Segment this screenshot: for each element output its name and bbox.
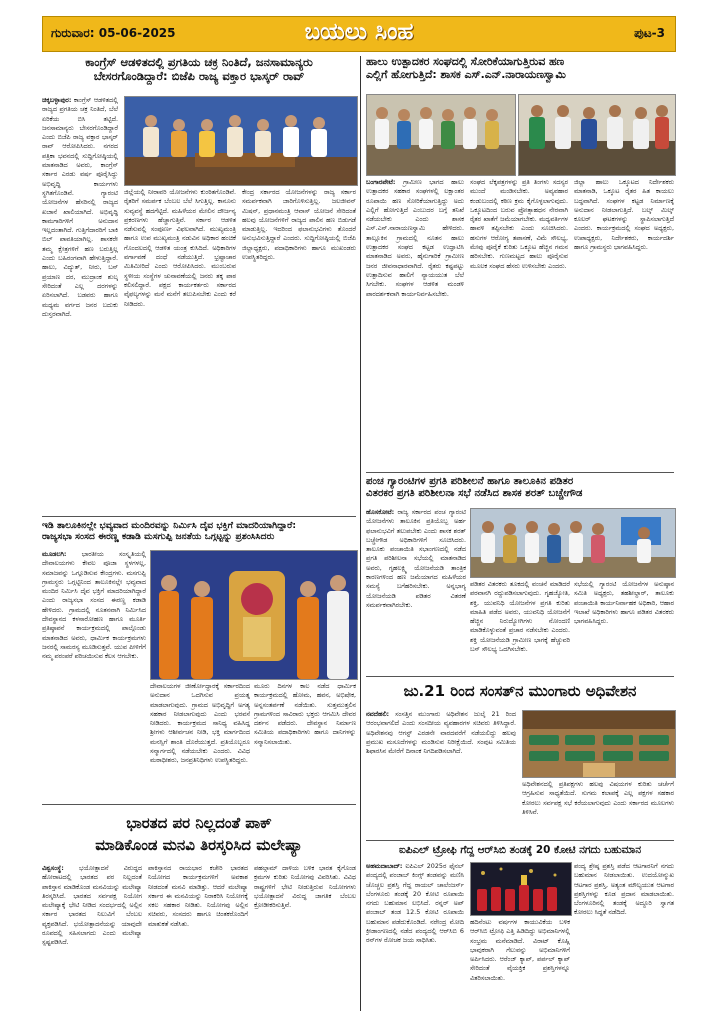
article-7-body-1: ಐಪಿಎಲ್ 2025ರ ಫೈನಲ್ ಪಂದ್ಯದಲ್ಲಿ ಪಂಜಾಬ್ ಕಿಂಗ್ಸ್ ತಂಡವನ್ನು ಮಣಿಸಿ ಚೊಚ್ಚಲ ಪ್ರಶಸ್ತಿ ಗೆದ್ದ ರಾಯಲ್ ಚಾಲೆಂಜರ್ಸ್ ಬೆಂಗಳೂರು ತಂಡಕ್ಕೆ 20 ಕೋಟಿ ರೂಪಾಯಿ ನಗದು ಬಹುಮಾನ ಲಭಿಸಿದೆ. ರನ್ನರ್ ಅಪ್ ಪಂಜಾಬ್ ತಂಡ 12.5 ಕೋಟಿ ರೂಪಾಯಿ ಬಹುಮಾನ ಪಡೆದುಕೊಂಡಿದೆ. ನರೇಂದ್ರ ಮೋದಿ ಕ್ರೀಡಾಂಗಣದಲ್ಲಿ ನಡೆದ ಪಂದ್ಯದಲ್ಲಿ ಆರ್‌ಸಿಬಿ 6 ರನ್‌ಗಳ ರೋಚಕ ಜಯ ಸಾಧಿಸಿತು.	[366, 862, 464, 945]
article-3-col-3	[254, 682, 356, 798]
article-3	[42, 520, 356, 542]
article-1-body-3: ಕೇಂದ್ರ ಸರ್ಕಾರದ ಯೋಜನೆಗಳನ್ನು ರಾಜ್ಯ ಸರ್ಕಾರ ಸಮರ್ಪಕವಾಗಿ ಜಾರಿಗೊಳಿಸುತ್ತಿಲ್ಲ. ಜಲಜೀವನ್ ಮಿಷನ್, ಪ್ರಧಾನಮಂತ್ರಿ ಆವಾಸ್ ಯೋಜನೆ ಸೇರಿದಂತೆ ಹಲವು ಯೋಜನೆಗಳಿಗೆ ರಾಜ್ಯದ ಪಾಲಿನ ಹಣ ಬಿಡುಗಡೆ ಮಾಡುತ್ತಿಲ್ಲ. ಇದರಿಂದ ಫಲಾನುಭವಿಗಳು ತೊಂದರೆ ಅನುಭವಿಸುತ್ತಿದ್ದಾರೆ ಎಂದರು. ಸುದ್ದಿಗೋಷ್ಠಿಯಲ್ಲಿ ಬಿಜೆಪಿ ಜಿಲ್ಲಾಧ್ಯಕ್ಷರು, ಪದಾಧಿಕಾರಿಗಳು ಹಾಗೂ ಮುಖಂಡರು ಉಪಸ್ಥಿತರಿದ್ದರು.	[242, 188, 356, 262]
article-2-photo-a	[366, 94, 516, 176]
article-2	[366, 56, 674, 82]
article-4-col-2	[470, 580, 570, 670]
article-4	[366, 476, 674, 500]
temple-idol-photo-icon	[151, 551, 357, 679]
article-2-headline-1: ಹಾಲು ಉತ್ಪಾದಕರ ಸಂಘದಲ್ಲಿ ಸೋರಿಕೆಯಾಗುತ್ತಿರುವ ಹಣ	[366, 55, 565, 68]
article-4-col-1	[366, 508, 466, 670]
article-4-headline-1: ಪಂಚ ಗ್ಯಾರಂಟಿಗಳ ಪ್ರಗತಿ ಪರಿಶೀಲನೆ ಹಾಗೂ ತಾಲೂಕಿನ ಪಡಿತರ	[366, 476, 574, 487]
rcb-team-celebration-photo-icon	[471, 863, 571, 915]
column-divider	[360, 56, 361, 1011]
article-4-body-3: ಸಭೆಯಲ್ಲಿ ಗ್ಯಾರಂಟಿ ಯೋಜನೆಗಳ ಅನುಷ್ಠಾನ ಸಮಿತಿ ಅಧ್ಯಕ್ಷರು, ತಹಶೀಲ್ದಾರ್, ತಾಲೂಕು ಪಂಚಾಯಿತಿ ಕಾರ್ಯನಿರ್ವಾಹಕ ಅಧಿಕಾರಿ, ಆಹಾರ ಇಲಾಖೆ ಅಧಿಕಾರಿಗಳು ಹಾಗೂ ಪಡಿತರ ವಿತರಕರು ಭಾಗವಹಿಸಿದ್ದರು.	[574, 580, 674, 626]
article-3-dateline: ಮೂಡಲಗಿ:	[42, 550, 67, 558]
article-6-dateline: ವಿಶ್ವಸಂಸ್ಥೆ:	[42, 864, 64, 872]
article-6-col-2	[148, 864, 248, 1012]
article-3-body-2: ದೇವಾಲಯಗಳ ಜೀರ್ಣೋದ್ಧಾರಕ್ಕೆ ಸರ್ಕಾರದಿಂದ ಅನುದಾನ ಒದಗಿಸುವ ಪ್ರಯತ್ನ ಮಾಡಲಾಗುವುದು. ಗ್ರಾಮದ ಅಭಿವೃದ್ಧಿಗೆ ಅಗತ್ಯ ಸಹಕಾರ ನೀಡಲಾಗುವುದು ಎಂದು ಭರವಸೆ ನೀಡಿದರು. ಕಾರ್ಯಕ್ರಮದ ಸಾನಿಧ್ಯ ವಹಿಸಿದ್ದ ಶ್ರೀಗಳು ಆಶೀರ್ವಚನ ನೀಡಿ, ಭಕ್ತಿ ಮಾರ್ಗದಿಂದ ಮನಸ್ಸಿಗೆ ಶಾಂತಿ ದೊರೆಯುತ್ತದೆ. ಪ್ರತಿಯೊಬ್ಬರೂ ಸನ್ಮಾರ್ಗದಲ್ಲಿ ನಡೆಯಬೇಕು ಎಂದರು. ವಿವಿಧ ಮಠಾಧೀಶರು, ಜನಪ್ರತಿನಿಧಿಗಳು ಉಪಸ್ಥಿತರಿದ್ದರು.	[150, 682, 250, 765]
article-6-body-2: ಪಾಕಿಸ್ತಾನದ ರಾಯಭಾರ ಕಚೇರಿ ಭಾರತದ ನಿಯೋಗದ ಕಾರ್ಯಕ್ರಮಗಳಿಗೆ ಅವಕಾಶ ನೀಡದಂತೆ ಮನವಿ ಮಾಡಿತ್ತು. ಆದರೆ ಮಲೇಷ್ಯಾ ಸರ್ಕಾರ ಈ ಮನವಿಯನ್ನು ನಿರಾಕರಿಸಿ ನಿಯೋಗಕ್ಕೆ ಸಕಲ ಸಹಕಾರ ನೀಡಿತು. ನಿಯೋಗವು ಅಲ್ಲಿನ ಸಚಿವರು, ಸಂಸದರು ಹಾಗೂ ಚಿಂತಕರೊಂದಿಗೆ ಮಾತುಕತೆ ನಡೆಸಿತು.	[148, 864, 248, 928]
separator	[366, 840, 674, 841]
separator	[42, 804, 356, 805]
article-4-dateline: ಹೊಸಕೋಟೆ:	[366, 508, 395, 516]
group-photo-icon	[471, 509, 675, 577]
article-3-body-1: ಭಾರತೀಯ ಸಂಸ್ಕೃತಿಯಲ್ಲಿ ದೇವಾಲಯಗಳು ಕೇವಲ ಪೂಜಾ ಸ್ಥಳಗಳಲ್ಲ, ಸಮಾಜವನ್ನು ಒಗ್ಗೂಡಿಸುವ ಕೇಂದ್ರಗಳು. ಮಸಗುಪ್ಪಿ ಗ್ರಾಮಸ್ಥರು ಒಗ್ಗಟ್ಟಿನಿಂದ ತಾಲೂಕಿನಲ್ಲೇ ಭವ್ಯವಾದ ಮಂದಿರ ನಿರ್ಮಿಸಿ ದೈವ ಭಕ್ತಿಗೆ ಮಾದರಿಯಾಗಿದ್ದಾರೆ ಎಂದು ರಾಜ್ಯಸಭಾ ಸಂಸದ ಈರಣ್ಣ ಕಡಾಡಿ ಹೇಳಿದರು. ಗ್ರಾಮದಲ್ಲಿ ನೂತನವಾಗಿ ನಿರ್ಮಿಸಿದ ದೇವಸ್ಥಾನದ ಕಳಸಾರೋಹಣ ಹಾಗೂ ಮೂರ್ತಿ ಪ್ರತಿಷ್ಠಾಪನೆ ಕಾರ್ಯಕ್ರಮದಲ್ಲಿ ಪಾಲ್ಗೊಂಡು ಮಾತನಾಡಿದ ಅವರು, ಧಾರ್ಮಿಕ ಕಾರ್ಯಕ್ರಮಗಳು ಜನರಲ್ಲಿ ಸಾಮರಸ್ಯ ಮೂಡಿಸುತ್ತವೆ. ಯುವ ಪೀಳಿಗೆಗೆ ನಮ್ಮ ಪರಂಪರೆ ಪರಿಚಯಿಸುವ ಕೆಲಸ ಆಗಬೇಕು.	[42, 550, 146, 661]
article-1	[42, 56, 356, 84]
article-7-col-2	[470, 918, 570, 1012]
newspaper-title: ಬಯಲು ಸಿಂಹ	[304, 19, 414, 45]
article-2-col-1	[366, 178, 464, 468]
article-1-col-2	[124, 188, 236, 511]
article-3-col-1	[42, 550, 146, 798]
parliament-photo-icon	[523, 711, 675, 777]
article-5-body-2: ಅಧಿವೇಶನದಲ್ಲಿ ಪ್ರತಿಪಕ್ಷಗಳು ಹಲವು ವಿಷಯಗಳ ಕುರಿತು ಚರ್ಚೆಗೆ ಆಗ್ರಹಿಸುವ ಸಾಧ್ಯತೆಯಿದೆ. ಸುಗಮ ಕಲಾಪಕ್ಕೆ ಎಲ್ಲ ಪಕ್ಷಗಳ ಸಹಕಾರ ಕೋರಲು ಸರ್ವಪಕ್ಷ ಸಭೆ ಕರೆಯಲಾಗುವುದು ಎಂದು ಸರ್ಕಾರದ ಮೂಲಗಳು ತಿಳಿಸಿವೆ.	[522, 780, 674, 816]
separator	[366, 676, 674, 677]
article-6-headline-1: ಭಾರತದ ಪರ ನಿಲ್ಲದಂತೆ ಪಾಕ್	[126, 814, 272, 832]
article-2-col-2	[470, 178, 568, 468]
article-3-body-3: ಮೂರು ದಿನಗಳ ಕಾಲ ನಡೆದ ಧಾರ್ಮಿಕ ಕಾರ್ಯಕ್ರಮದಲ್ಲಿ ಹೋಮ, ಹವನ, ಅಭಿಷೇಕ, ಅನ್ನಸಂತರ್ಪಣೆ ನಡೆಯಿತು. ಸುತ್ತಮುತ್ತಲಿನ ಗ್ರಾಮಗಳಿಂದ ಸಾವಿರಾರು ಭಕ್ತರು ಆಗಮಿಸಿ ದೇವರ ದರ್ಶನ ಪಡೆದರು. ದೇವಸ್ಥಾನ ನಿರ್ಮಾಣ ಸಮಿತಿಯ ಪದಾಧಿಕಾರಿಗಳು ಹಾಗೂ ದಾನಿಗಳನ್ನು ಸನ್ಮಾನಿಸಲಾಯಿತು.	[254, 682, 356, 746]
article-2-body-1: ಗ್ರಾಮೀಣ ಭಾಗದ ಹಾಲು ಉತ್ಪಾದಕರ ಸಹಕಾರ ಸಂಘಗಳಲ್ಲಿ ಲಕ್ಷಾಂತರ ರೂಪಾಯಿ ಹಣ ಸೋರಿಕೆಯಾಗುತ್ತಿದ್ದು ಅದು ಎಲ್ಲಿಗೆ ಹೋಗುತ್ತಿದೆ ಎಂಬುದರ ಬಗ್ಗೆ ತನಿಖೆ ನಡೆಯಬೇಕು ಎಂದು ಶಾಸಕ ಎಸ್.ಎನ್.ನಾರಾಯಣಸ್ವಾಮಿ ಹೇಳಿದರು. ತಾಲ್ಲೂಕಿನ ಗ್ರಾಮದಲ್ಲಿ ನೂತನ ಹಾಲು ಉತ್ಪಾದಕರ ಸಂಘದ ಕಟ್ಟಡ ಉದ್ಘಾಟಿಸಿ ಮಾತನಾಡಿದ ಅವರು, ಹೈನುಗಾರಿಕೆ ಗ್ರಾಮೀಣ ಜನರ ಜೀವನಾಧಾರವಾಗಿದೆ. ರೈತರು ಕಷ್ಟಪಟ್ಟು ಉತ್ಪಾದಿಸುವ ಹಾಲಿಗೆ ನ್ಯಾಯಯುತ ಬೆಲೆ ಸಿಗಬೇಕು. ಸಂಘಗಳ ಆಡಳಿತ ಮಂಡಳಿ ಪಾರದರ್ಶಕವಾಗಿ ಕಾರ್ಯನಿರ್ವಹಿಸಬೇಕು.	[366, 178, 464, 298]
article-5-dateline: ನವದೆಹಲಿ:	[366, 710, 390, 718]
article-4-body-1: ರಾಜ್ಯ ಸರ್ಕಾರದ ಪಂಚ ಗ್ಯಾರಂಟಿ ಯೋಜನೆಗಳು ತಾಲೂಕಿನ ಪ್ರತಿಯೊಬ್ಬ ಅರ್ಹ ಫಲಾನುಭವಿಗೆ ತಲುಪಬೇಕು ಎಂದು ಶಾಸಕ ಶರತ್ ಬಚ್ಚೇಗೌಡ ಅಧಿಕಾರಿಗಳಿಗೆ ಸೂಚಿಸಿದರು. ತಾಲೂಕು ಪಂಚಾಯಿತಿ ಸಭಾಂಗಣದಲ್ಲಿ ನಡೆದ ಪ್ರಗತಿ ಪರಿಶೀಲನಾ ಸಭೆಯಲ್ಲಿ ಮಾತನಾಡಿದ ಅವರು, ಗೃಹಲಕ್ಷ್ಮಿ ಯೋಜನೆಯಡಿ ತಾಂತ್ರಿಕ ಕಾರಣಗಳಿಂದ ಹಣ ಜಮೆಯಾಗದ ಮಹಿಳೆಯರ ಸಮಸ್ಯೆ ಬಗೆಹರಿಸಬೇಕು. ಅನ್ನಭಾಗ್ಯ ಯೋಜನೆಯಡಿ ಪಡಿತರ ವಿತರಣೆ ಸಮರ್ಪಕವಾಗಿರಬೇಕು.	[366, 508, 466, 609]
article-7-headline: ಐಪಿಎಲ್ ಟ್ರೋಫಿ ಗೆದ್ದ ಆರ್‌ಸಿಬಿ ತಂಡಕ್ಕೆ 20 ಕೋಟಿ ನಗದು ಬಹುಮಾನ	[398, 844, 641, 856]
article-1-photo	[124, 96, 358, 186]
article-1-body-2: ಜಿಲ್ಲೆಯಲ್ಲಿ ನೀರಾವರಿ ಯೋಜನೆಗಳು ಕುಂಠಿತಗೊಂಡಿವೆ. ರೈತರಿಗೆ ಸಮರ್ಪಕ ಬೆಂಬಲ ಬೆಲೆ ಸಿಗುತ್ತಿಲ್ಲ. ಕಾನೂನು ಸುವ್ಯವಸ್ಥೆ ಹದಗೆಟ್ಟಿದೆ. ಮಹಿಳೆಯರ ಮೇಲಿನ ದೌರ್ಜನ್ಯ ಪ್ರಕರಣಗಳು ಹೆಚ್ಚಾಗುತ್ತಿವೆ. ಸರ್ಕಾರ ಆಡಳಿತ ನಡೆಸುವಲ್ಲಿ ಸಂಪೂರ್ಣ ವಿಫಲವಾಗಿದೆ. ಮುಖ್ಯಮಂತ್ರಿ ಹಾಗೂ ಉಪ ಮುಖ್ಯಮಂತ್ರಿ ನಡುವಿನ ಅಧಿಕಾರ ಹಂಚಿಕೆ ಗೊಂದಲದಲ್ಲಿ ಆಡಳಿತ ಯಂತ್ರ ಕುಸಿದಿದೆ. ಅಧಿಕಾರಿಗಳ ವರ್ಗಾವಣೆ ದಂಧೆ ನಡೆಯುತ್ತಿದೆ. ಭ್ರಷ್ಟಾಚಾರ ಮಿತಿಮೀರಿದೆ ಎಂದು ಆರೋಪಿಸಿದರು. ಮುಂಬರುವ ಸ್ಥಳೀಯ ಸಂಸ್ಥೆಗಳ ಚುನಾವಣೆಯಲ್ಲಿ ಜನರು ತಕ್ಕ ಪಾಠ ಕಲಿಸಲಿದ್ದಾರೆ. ಪಕ್ಷದ ಕಾರ್ಯಕರ್ತರು ಸರ್ಕಾರದ ವೈಫಲ್ಯಗಳನ್ನು ಮನೆ ಮನೆಗೆ ತಲುಪಿಸಬೇಕು ಎಂದು ಕರೆ ನೀಡಿದರು.	[124, 188, 236, 308]
article-3-photo	[150, 550, 358, 680]
article-7-body-2: ಹದಿನೆಂಟು ವರ್ಷಗಳ ಕಾಯುವಿಕೆಯ ಬಳಿಕ ಆರ್‌ಸಿಬಿ ಟ್ರೋಫಿ ಎತ್ತಿ ಹಿಡಿದಿದ್ದು ಅಭಿಮಾನಿಗಳಲ್ಲಿ ಸಂಭ್ರಮ ಮನೆಮಾಡಿದೆ. ವಿರಾಟ್ ಕೊಹ್ಲಿ ಭಾವುಕರಾಗಿ ಗೆಲುವನ್ನು ಅಭಿಮಾನಿಗಳಿಗೆ ಅರ್ಪಿಸಿದರು. ಆರೆಂಜ್ ಕ್ಯಾಪ್, ಪರ್ಪಲ್ ಕ್ಯಾಪ್ ಸೇರಿದಂತೆ ವೈಯಕ್ತಿಕ ಪ್ರಶಸ್ತಿಗಳನ್ನೂ ವಿತರಿಸಲಾಯಿತು.	[470, 918, 570, 982]
people-on-stage-photo-icon	[125, 97, 357, 185]
article-5-photo	[522, 710, 676, 778]
article-7-body-3: ಪಂದ್ಯ ಶ್ರೇಷ್ಠ ಪ್ರಶಸ್ತಿ ಪಡೆದ ಆಟಗಾರನಿಗೆ ನಗದು ಬಹುಮಾನ ನೀಡಲಾಯಿತು. ಉದಯೋನ್ಮುಖ ಆಟಗಾರ ಪ್ರಶಸ್ತಿ, ಅತ್ಯಂತ ಮೌಲ್ಯಯುತ ಆಟಗಾರ ಪ್ರಶಸ್ತಿಗಳನ್ನು ಕೂಡ ಪ್ರದಾನ ಮಾಡಲಾಯಿತು. ಬೆಂಗಳೂರಿನಲ್ಲಿ ತಂಡಕ್ಕೆ ಅದ್ಧೂರಿ ಸ್ವಾಗತ ಕೋರಲು ಸಿದ್ಧತೆ ನಡೆದಿದೆ.	[574, 862, 674, 917]
meeting-photo-icon	[367, 95, 515, 175]
article-5-headline: ಜು.21 ರಿಂದ ಸಂಸತ್‌ನ ಮುಂಗಾರು ಅಧಿವೇಶನ	[403, 682, 637, 700]
article-6-col-1	[42, 864, 142, 1012]
article-7-dateline: ಅಹಮದಾಬಾದ್:	[366, 862, 403, 870]
article-4-headline-2: ವಿತರಕರ ಪ್ರಗತಿ ಪರಿಶೀಲನಾ ಸಭೆ ನಡೆಸಿದ ಶಾಸಕ ಶರತ್ ಬಚ್ಚೇಗೌಡ	[366, 488, 583, 500]
page-number: ಪುಟ-3	[634, 26, 665, 40]
article-7-col-3	[574, 862, 674, 1012]
article-4-photo	[470, 508, 676, 578]
newspaper-page	[34, 6, 682, 1018]
article-7	[366, 844, 674, 856]
article-4-body-2: ಪಡಿತರ ವಿತರಕರು ತೂಕದಲ್ಲಿ ವಂಚನೆ ಮಾಡಿದರೆ ಪರವಾನಗಿ ರದ್ದುಪಡಿಸಲಾಗುವುದು. ಗೃಹಜ್ಯೋತಿ, ಶಕ್ತಿ, ಯುವನಿಧಿ ಯೋಜನೆಗಳ ಪ್ರಗತಿ ಕುರಿತು ಮಾಹಿತಿ ಪಡೆದ ಅವರು, ಯುವನಿಧಿ ಯೋಜನೆಗೆ ಹೆಚ್ಚಿನ ನಿರುದ್ಯೋಗಿಗಳು ನೋಂದಣಿ ಮಾಡಿಕೊಳ್ಳುವಂತೆ ಪ್ರಚಾರ ನಡೆಸಬೇಕು ಎಂದರು. ಶಕ್ತಿ ಯೋಜನೆಯಡಿ ಗ್ರಾಮೀಣ ಭಾಗಕ್ಕೆ ಹೆಚ್ಚುವರಿ ಬಸ್ ಸೌಲಭ್ಯ ಒದಗಿಸಬೇಕು.	[470, 580, 570, 654]
article-1-headline-1: ಕಾಂಗ್ರೆಸ್ ಆಡಳಿತದಲ್ಲಿ ಪ್ರಗತಿಯ ಚಕ್ರ ನಿಂತಿದೆ, ಜನಸಾಮಾನ್ಯರು	[85, 55, 313, 69]
article-6-headline-2: ಮಾಡಿಕೊಂಡ ಮನವಿ ತಿರಸ್ಕರಿಸಿದ ಮಲೇಷ್ಯಾ	[95, 836, 303, 854]
article-2-dateline: ಬಂಗಾರಪೇಟೆ:	[366, 178, 396, 186]
article-2-headline-2: ಎಲ್ಲಿಗೆ ಹೋಗುತ್ತಿದೆ: ಶಾಸಕ ಎಸ್.ಎನ್.ನಾರಾಯಣಸ್ವಾಮಿ	[366, 67, 566, 81]
article-1-col-3	[242, 188, 356, 511]
article-5-col-2	[522, 780, 674, 836]
article-7-col-1	[366, 862, 464, 1012]
article-2-body-2: ಸಂಘದ ಲೆಕ್ಕಪತ್ರಗಳನ್ನು ಪ್ರತಿ ತಿಂಗಳು ಸದಸ್ಯರ ಮುಂದೆ ಮಂಡಿಸಬೇಕು. ಅವ್ಯವಹಾರ ಕಂಡುಬಂದಲ್ಲಿ ಕಠಿಣ ಕ್ರಮ ಕೈಗೊಳ್ಳಲಾಗುವುದು. ಒಕ್ಕೂಟದಿಂದ ಬರುವ ಪ್ರೋತ್ಸಾಹಧನ ನೇರವಾಗಿ ರೈತರ ಖಾತೆಗೆ ಜಮೆಯಾಗಬೇಕು. ಮಧ್ಯವರ್ತಿಗಳ ಹಾವಳಿ ತಪ್ಪಿಸಬೇಕು ಎಂದು ಸೂಚಿಸಿದರು. ಹಸುಗಳ ಆರೋಗ್ಯ ತಪಾಸಣೆ, ವಿಮೆ ಸೌಲಭ್ಯ, ಮೇವು ಪೂರೈಕೆ ಕುರಿತು ಒಕ್ಕೂಟ ಹೆಚ್ಚಿನ ಗಮನ ಹರಿಸಬೇಕು. ಗುಣಮಟ್ಟದ ಹಾಲು ಪೂರೈಸುವ ಮೂಲಕ ಸಂಘದ ಹೆಸರು ಉಳಿಸಬೇಕು ಎಂದರು.	[470, 178, 568, 270]
article-5	[366, 682, 674, 700]
article-7-photo	[470, 862, 572, 916]
article-6-col-3	[254, 864, 356, 1012]
article-5-body-1: ಸಂಸತ್ತಿನ ಮುಂಗಾರು ಅಧಿವೇಶನ ಜುಲೈ 21 ರಿಂದ ಆರಂಭವಾಗಲಿದೆ ಎಂದು ಸಂಸದೀಯ ವ್ಯವಹಾರಗಳ ಸಚಿವರು ತಿಳಿಸಿದ್ದಾರೆ. ಅಧಿವೇಶನವು ಆಗಸ್ಟ್ ಎರಡನೇ ವಾರದವರೆಗೆ ನಡೆಯಲಿದ್ದು ಹಲವು ಪ್ರಮುಖ ಮಸೂದೆಗಳನ್ನು ಮಂಡಿಸುವ ನಿರೀಕ್ಷೆಯಿದೆ. ಸಂಪುಟ ಸಮಿತಿಯ ಶಿಫಾರಸಿನ ಮೇರೆಗೆ ದಿನಾಂಕ ನಿಗದಿಪಡಿಸಲಾಗಿದೆ.	[366, 710, 516, 756]
article-1-col-1	[42, 96, 118, 511]
issue-date: ಗುರುವಾರ: 05-06-2025	[51, 26, 176, 40]
article-3-col-2	[150, 682, 250, 798]
meeting-photo-icon	[519, 95, 675, 175]
article-3-headline-2: ರಾಜ್ಯಸಭಾ ಸಂಸದ ಈರಣ್ಣ ಕಡಾಡಿ ಮಸಗುಪ್ಪಿ ಜನತೆಯ ಒಗ್ಗಟ್ಟನ್ನು ಪ್ರಶಂಸಿಸಿದರು	[42, 531, 275, 543]
article-1-dateline: ಚಿಕ್ಕಬಳ್ಳಾಪುರ:	[42, 96, 72, 104]
article-4-col-3	[574, 580, 674, 670]
article-5-col-1	[366, 710, 516, 836]
article-2-body-3: ಜಿಲ್ಲಾ ಹಾಲು ಒಕ್ಕೂಟದ ನಿರ್ದೇಶಕರು ಮಾತನಾಡಿ, ಒಕ್ಕೂಟ ರೈತರ ಹಿತ ಕಾಯಲು ಬದ್ಧವಾಗಿದೆ. ಸಂಘಗಳ ಕಟ್ಟಡ ನಿರ್ಮಾಣಕ್ಕೆ ಅನುದಾನ ನೀಡಲಾಗುತ್ತಿದೆ. ಬಲ್ಕ್ ಮಿಲ್ಕ್ ಕೂಲರ್ ಘಟಕಗಳನ್ನು ಸ್ಥಾಪಿಸಲಾಗುತ್ತಿದೆ ಎಂದರು. ಕಾರ್ಯಕ್ರಮದಲ್ಲಿ ಸಂಘದ ಅಧ್ಯಕ್ಷರು, ಉಪಾಧ್ಯಕ್ಷರು, ನಿರ್ದೇಶಕರು, ಕಾರ್ಯದರ್ಶಿ ಹಾಗೂ ಗ್ರಾಮಸ್ಥರು ಭಾಗವಹಿಸಿದ್ದರು.	[574, 178, 674, 252]
masthead	[42, 16, 676, 52]
article-6	[42, 814, 356, 854]
separator	[366, 472, 674, 473]
article-1-headline-2: ಬೇಸರಗೊಂಡಿದ್ದಾರೆ: ಬಿಜೆಪಿ ರಾಜ್ಯ ವಕ್ತಾರ ಭಾಸ್ಕರ್ ರಾವ್	[93, 68, 305, 83]
article-6-body-1: ಭಯೋತ್ಪಾದನೆ ವಿರುದ್ಧದ ಹೋರಾಟದಲ್ಲಿ ಭಾರತದ ಪರ ನಿಲ್ಲದಂತೆ ಪಾಕಿಸ್ತಾನ ಮಾಡಿಕೊಂಡ ಮನವಿಯನ್ನು ಮಲೇಷ್ಯಾ ತಿರಸ್ಕರಿಸಿದೆ. ಭಾರತದ ಸರ್ವಪಕ್ಷ ನಿಯೋಗ ಮಲೇಷ್ಯಾಕ್ಕೆ ಭೇಟಿ ನೀಡಿದ ಸಂದರ್ಭದಲ್ಲಿ ಅಲ್ಲಿನ ಸರ್ಕಾರ ಭಾರತದ ನಿಲುವಿಗೆ ಬೆಂಬಲ ವ್ಯಕ್ತಪಡಿಸಿದೆ. ಭಯೋತ್ಪಾದನೆಯನ್ನು ಯಾವುದೇ ರೂಪದಲ್ಲಿ ಸಹಿಸಲಾಗದು ಎಂದು ಮಲೇಷ್ಯಾ ಸ್ಪಷ್ಟಪಡಿಸಿದೆ.	[42, 864, 142, 947]
separator	[42, 516, 356, 517]
article-6-body-3: ಪಹಲ್ಗಾಮ್ ದಾಳಿಯ ಬಳಿಕ ಭಾರತ ಕೈಗೊಂಡ ಕ್ರಮಗಳ ಕುರಿತು ನಿಯೋಗವು ವಿವರಿಸಿತು. ವಿವಿಧ ರಾಷ್ಟ್ರಗಳಿಗೆ ಭೇಟಿ ನೀಡುತ್ತಿರುವ ನಿಯೋಗಗಳು ಭಯೋತ್ಪಾದನೆ ವಿರುದ್ಧ ಜಾಗತಿಕ ಬೆಂಬಲ ಕ್ರೋಡೀಕರಿಸುತ್ತಿವೆ.	[254, 864, 356, 910]
article-3-headline-1: ಇಡಿ ತಾಲೂಕಿನಲ್ಲೇ ಭವ್ಯವಾದ ಮಂದಿರವನ್ನು ನಿರ್ಮಿಸಿ ದೈವ ಭಕ್ತಿಗೆ ಮಾದರಿಯಾಗಿದ್ದಾರೆ:	[42, 520, 297, 531]
article-2-photo-b	[518, 94, 676, 176]
article-2-col-3	[574, 178, 674, 468]
article-1-body-1: ಕಾಂಗ್ರೆಸ್ ಆಡಳಿತದಲ್ಲಿ ರಾಜ್ಯದ ಪ್ರಗತಿಯ ಚಕ್ರ ನಿಂತಿದೆ, ಬೆಲೆ ಏರಿಕೆಯ ಬಿಸಿ ತಟ್ಟಿದೆ. ಜನಸಾಮಾನ್ಯರು ಬೇಸರಗೊಂಡಿದ್ದಾರೆ ಎಂದು ಬಿಜೆಪಿ ರಾಜ್ಯ ವಕ್ತಾರ ಭಾಸ್ಕರ್ ರಾವ್ ಆರೋಪಿಸಿದರು. ನಗರದ ಪತ್ರಿಕಾ ಭವನದಲ್ಲಿ ಸುದ್ದಿಗೋಷ್ಠಿಯಲ್ಲಿ ಮಾತನಾಡಿದ ಅವರು, ಕಾಂಗ್ರೆಸ್ ಸರ್ಕಾರ ಎರಡು ವರ್ಷ ಪೂರೈಸಿದ್ದು ಅಭಿವೃದ್ಧಿ ಕಾರ್ಯಗಳು ಸ್ಥಗಿತಗೊಂಡಿವೆ. ಗ್ಯಾರಂಟಿ ಯೋಜನೆಗಳ ಹೆಸರಿನಲ್ಲಿ ರಾಜ್ಯದ ಖಜಾನೆ ಖಾಲಿಯಾಗಿದೆ. ಅಭಿವೃದ್ಧಿ ಕಾಮಗಾರಿಗಳಿಗೆ ಅನುದಾನ ಇಲ್ಲದಂತಾಗಿದೆ. ಗುತ್ತಿಗೆದಾರರಿಗೆ ಬಾಕಿ ಬಿಲ್ ಪಾವತಿಯಾಗಿಲ್ಲ. ಶಾಸಕರೇ ತಮ್ಮ ಕ್ಷೇತ್ರಗಳಿಗೆ ಹಣ ಬರುತ್ತಿಲ್ಲ ಎಂದು ಬಹಿರಂಗವಾಗಿ ಹೇಳುತ್ತಿದ್ದಾರೆ. ಹಾಲು, ವಿದ್ಯುತ್, ನೀರು, ಬಸ್ ಪ್ರಯಾಣ ದರ, ಮುದ್ರಾಂಕ ಶುಲ್ಕ ಸೇರಿದಂತೆ ಎಲ್ಲ ದರಗಳನ್ನು ಏರಿಸಲಾಗಿದೆ. ಬಡವರು ಹಾಗೂ ಮಧ್ಯಮ ವರ್ಗದ ಜನರ ಬದುಕು ದುಸ್ತರವಾಗಿದೆ.	[42, 96, 118, 318]
